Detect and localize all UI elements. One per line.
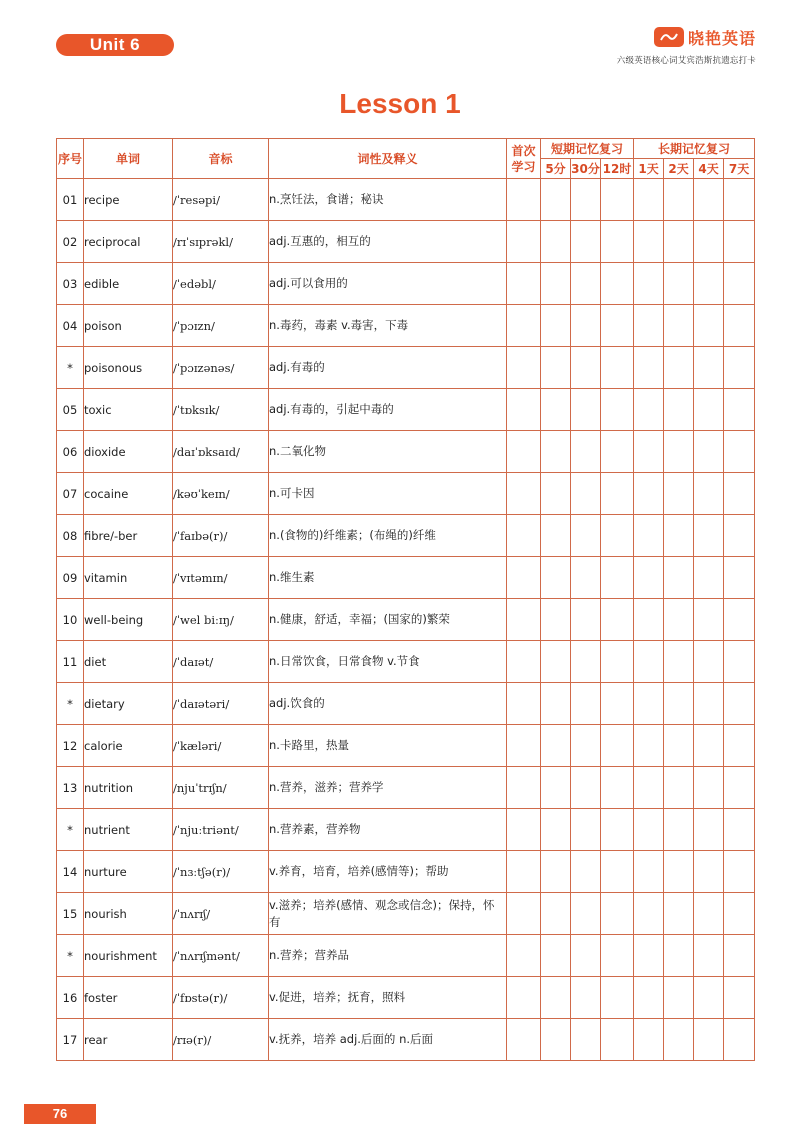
review-checkbox[interactable]	[541, 305, 571, 347]
header-long-term: 长期记忆复习	[634, 139, 755, 159]
row-number: 01	[57, 179, 84, 221]
review-checkbox[interactable]	[571, 977, 601, 1019]
header-4day: 4天	[694, 159, 724, 179]
table-row	[57, 935, 755, 977]
review-checkbox[interactable]	[724, 515, 755, 557]
review-checkbox[interactable]	[601, 977, 634, 1019]
review-checkbox[interactable]	[694, 305, 724, 347]
row-phonetic: /ˈresəpi/	[173, 179, 269, 221]
row-word: nourish	[84, 893, 173, 935]
review-checkbox[interactable]	[507, 263, 541, 305]
table-row	[57, 221, 755, 263]
review-checkbox[interactable]	[541, 263, 571, 305]
review-checkbox[interactable]	[634, 1019, 664, 1061]
review-checkbox[interactable]	[634, 767, 664, 809]
table-row	[57, 1019, 755, 1061]
review-checkbox[interactable]	[694, 515, 724, 557]
review-checkbox[interactable]	[634, 515, 664, 557]
review-checkbox[interactable]	[601, 473, 634, 515]
table-row	[57, 683, 755, 725]
row-phonetic: /kəʊˈkeɪn/	[173, 473, 269, 515]
row-definition: v.抚养，培养 adj.后面的 n.后面	[269, 1019, 507, 1061]
table-row	[57, 305, 755, 347]
row-number: 14	[57, 851, 84, 893]
review-checkbox[interactable]	[601, 179, 634, 221]
review-checkbox[interactable]	[694, 557, 724, 599]
review-checkbox[interactable]	[634, 347, 664, 389]
review-checkbox[interactable]	[634, 977, 664, 1019]
review-checkbox[interactable]	[571, 473, 601, 515]
row-phonetic: /ˈwel biːɪŋ/	[173, 599, 269, 641]
row-definition: n.烹饪法，食谱；秘诀	[269, 179, 507, 221]
review-checkbox[interactable]	[507, 1019, 541, 1061]
row-number: 02	[57, 221, 84, 263]
row-word: calorie	[84, 725, 173, 767]
row-number: *	[57, 935, 84, 977]
review-checkbox[interactable]	[507, 851, 541, 893]
review-checkbox[interactable]	[694, 725, 724, 767]
row-phonetic: /ˈvɪtəmɪn/	[173, 557, 269, 599]
table-row	[57, 389, 755, 431]
review-checkbox[interactable]	[724, 557, 755, 599]
review-checkbox[interactable]	[634, 221, 664, 263]
review-checkbox[interactable]	[601, 809, 634, 851]
review-checkbox[interactable]	[507, 221, 541, 263]
review-checkbox[interactable]	[664, 431, 694, 473]
row-word: cocaine	[84, 473, 173, 515]
table-row	[57, 599, 755, 641]
brand-name: 晓艳英语	[687, 28, 756, 48]
table-row	[57, 977, 755, 1019]
review-checkbox[interactable]	[664, 557, 694, 599]
row-number: 03	[57, 263, 84, 305]
review-checkbox[interactable]	[694, 809, 724, 851]
review-checkbox[interactable]	[541, 221, 571, 263]
review-checkbox[interactable]	[634, 557, 664, 599]
review-checkbox[interactable]	[541, 473, 571, 515]
review-checkbox[interactable]	[724, 431, 755, 473]
review-checkbox[interactable]	[724, 851, 755, 893]
review-checkbox[interactable]	[664, 179, 694, 221]
row-phonetic: /ˈfaɪbə(r)/	[173, 515, 269, 557]
header-5min: 5分	[541, 159, 571, 179]
review-checkbox[interactable]	[507, 515, 541, 557]
review-checkbox[interactable]	[507, 347, 541, 389]
header-definition: 词性及释义	[269, 139, 507, 179]
review-checkbox[interactable]	[724, 179, 755, 221]
row-word: well-being	[84, 599, 173, 641]
row-phonetic: /rɪˈsɪprəkl/	[173, 221, 269, 263]
review-checkbox[interactable]	[724, 767, 755, 809]
review-checkbox[interactable]	[601, 725, 634, 767]
review-checkbox[interactable]	[634, 599, 664, 641]
row-definition: n.营养；营养品	[269, 935, 507, 977]
review-checkbox[interactable]	[634, 809, 664, 851]
review-checkbox[interactable]	[541, 179, 571, 221]
header-12h: 12时	[601, 159, 634, 179]
review-checkbox[interactable]	[724, 347, 755, 389]
table-row	[57, 557, 755, 599]
review-checkbox[interactable]	[601, 767, 634, 809]
lesson-title: Lesson 1	[339, 88, 461, 119]
table-row	[57, 473, 755, 515]
row-definition: n.营养，滋养；营养学	[269, 767, 507, 809]
review-checkbox[interactable]	[571, 767, 601, 809]
review-checkbox[interactable]	[571, 347, 601, 389]
review-checkbox[interactable]	[571, 641, 601, 683]
review-checkbox[interactable]	[507, 599, 541, 641]
row-number: 08	[57, 515, 84, 557]
review-checkbox[interactable]	[664, 809, 694, 851]
review-checkbox[interactable]	[571, 935, 601, 977]
row-definition: n.日常饮食，日常食物 v.节食	[269, 641, 507, 683]
row-definition: n.健康，舒适，幸福；(国家的)繁荣	[269, 599, 507, 641]
review-checkbox[interactable]	[694, 977, 724, 1019]
table-row	[57, 431, 755, 473]
row-word: toxic	[84, 389, 173, 431]
review-checkbox[interactable]	[507, 641, 541, 683]
review-checkbox[interactable]	[664, 515, 694, 557]
review-checkbox[interactable]	[664, 305, 694, 347]
row-definition: n.毒药，毒素 v.毒害，下毒	[269, 305, 507, 347]
table-row	[57, 263, 755, 305]
review-checkbox[interactable]	[541, 851, 571, 893]
review-checkbox[interactable]	[507, 179, 541, 221]
review-checkbox[interactable]	[571, 389, 601, 431]
review-checkbox[interactable]	[571, 599, 601, 641]
row-number: *	[57, 683, 84, 725]
row-definition: n.可卡因	[269, 473, 507, 515]
review-checkbox[interactable]	[601, 347, 634, 389]
review-checkbox[interactable]	[724, 977, 755, 1019]
review-checkbox[interactable]	[664, 641, 694, 683]
review-checkbox[interactable]	[507, 977, 541, 1019]
table-row	[57, 851, 755, 893]
row-definition: n.营养素，营养物	[269, 809, 507, 851]
review-checkbox[interactable]	[724, 893, 755, 935]
review-checkbox[interactable]	[664, 725, 694, 767]
review-checkbox[interactable]	[541, 725, 571, 767]
row-phonetic: /njuˈtrɪʃn/	[173, 767, 269, 809]
table-row	[57, 347, 755, 389]
review-checkbox[interactable]	[634, 431, 664, 473]
row-number: 17	[57, 1019, 84, 1061]
review-checkbox[interactable]	[634, 389, 664, 431]
review-checkbox[interactable]	[601, 263, 634, 305]
row-word: reciprocal	[84, 221, 173, 263]
review-checkbox[interactable]	[694, 221, 724, 263]
review-checkbox[interactable]	[507, 893, 541, 935]
review-checkbox[interactable]	[601, 221, 634, 263]
row-word: dietary	[84, 683, 173, 725]
review-checkbox[interactable]	[664, 683, 694, 725]
row-number: 16	[57, 977, 84, 1019]
row-number: *	[57, 809, 84, 851]
review-checkbox[interactable]	[571, 809, 601, 851]
review-checkbox[interactable]	[694, 599, 724, 641]
table-row	[57, 179, 755, 221]
header-no: 序号	[57, 139, 84, 179]
review-checkbox[interactable]	[724, 305, 755, 347]
row-definition: n.卡路里，热量	[269, 725, 507, 767]
review-checkbox[interactable]	[507, 725, 541, 767]
page-number: 76	[24, 1104, 96, 1124]
review-checkbox[interactable]	[601, 599, 634, 641]
review-checkbox[interactable]	[601, 893, 634, 935]
review-checkbox[interactable]	[634, 725, 664, 767]
row-definition: v.养育，培育，培养(感情等)；帮助	[269, 851, 507, 893]
row-word: poisonous	[84, 347, 173, 389]
row-word: nurture	[84, 851, 173, 893]
review-checkbox[interactable]	[724, 809, 755, 851]
review-checkbox[interactable]	[507, 557, 541, 599]
row-definition: adj.饮食的	[269, 683, 507, 725]
review-checkbox[interactable]	[571, 515, 601, 557]
review-checkbox[interactable]	[601, 305, 634, 347]
review-checkbox[interactable]	[664, 893, 694, 935]
review-checkbox[interactable]	[601, 515, 634, 557]
review-checkbox[interactable]	[724, 725, 755, 767]
row-definition: v.滋养；培养(感情、观念或信念)；保持，怀有	[269, 893, 507, 935]
row-word: diet	[84, 641, 173, 683]
review-checkbox[interactable]	[694, 431, 724, 473]
review-checkbox[interactable]	[541, 599, 571, 641]
review-checkbox[interactable]	[601, 557, 634, 599]
row-word: edible	[84, 263, 173, 305]
vocab-table	[56, 138, 755, 1061]
row-word: fibre/-ber	[84, 515, 173, 557]
review-checkbox[interactable]	[664, 977, 694, 1019]
row-definition: adj.有毒的	[269, 347, 507, 389]
review-checkbox[interactable]	[507, 389, 541, 431]
review-checkbox[interactable]	[724, 599, 755, 641]
review-checkbox[interactable]	[571, 851, 601, 893]
row-number: 15	[57, 893, 84, 935]
review-checkbox[interactable]	[601, 641, 634, 683]
row-word: rear	[84, 1019, 173, 1061]
review-checkbox[interactable]	[694, 851, 724, 893]
review-checkbox[interactable]	[634, 851, 664, 893]
row-phonetic: /ˈpɔɪzənəs/	[173, 347, 269, 389]
review-checkbox[interactable]	[694, 767, 724, 809]
row-number: 05	[57, 389, 84, 431]
review-checkbox[interactable]	[507, 473, 541, 515]
row-phonetic: /ˈpɔɪzn/	[173, 305, 269, 347]
row-phonetic: /rɪə(r)/	[173, 1019, 269, 1061]
review-checkbox[interactable]	[571, 893, 601, 935]
review-checkbox[interactable]	[571, 725, 601, 767]
row-phonetic: /ˈfɒstə(r)/	[173, 977, 269, 1019]
row-number: 12	[57, 725, 84, 767]
row-definition: v.促进，培养；抚育，照料	[269, 977, 507, 1019]
row-number: *	[57, 347, 84, 389]
review-checkbox[interactable]	[541, 683, 571, 725]
row-phonetic: /ˈtɒksɪk/	[173, 389, 269, 431]
review-checkbox[interactable]	[541, 1019, 571, 1061]
review-checkbox[interactable]	[541, 557, 571, 599]
row-number: 10	[57, 599, 84, 641]
review-checkbox[interactable]	[507, 683, 541, 725]
review-checkbox[interactable]	[634, 473, 664, 515]
review-checkbox[interactable]	[571, 431, 601, 473]
review-checkbox[interactable]	[724, 263, 755, 305]
review-checkbox[interactable]	[634, 893, 664, 935]
review-checkbox[interactable]	[664, 935, 694, 977]
row-word: nutrition	[84, 767, 173, 809]
row-phonetic: /ˈnɜːtʃə(r)/	[173, 851, 269, 893]
header-first-study: 首次学习	[507, 139, 541, 179]
row-definition: adj.有毒的，引起中毒的	[269, 389, 507, 431]
header-short-term: 短期记忆复习	[541, 139, 634, 159]
review-checkbox[interactable]	[601, 683, 634, 725]
table-row	[57, 767, 755, 809]
header-7day: 7天	[724, 159, 755, 179]
review-checkbox[interactable]	[724, 683, 755, 725]
header-2day: 2天	[664, 159, 694, 179]
row-number: 13	[57, 767, 84, 809]
review-checkbox[interactable]	[601, 1019, 634, 1061]
row-number: 07	[57, 473, 84, 515]
review-checkbox[interactable]	[541, 893, 571, 935]
row-number: 06	[57, 431, 84, 473]
review-checkbox[interactable]	[507, 935, 541, 977]
header-phonetic: 音标	[173, 139, 269, 179]
row-definition: n.维生素	[269, 557, 507, 599]
review-checkbox[interactable]	[541, 767, 571, 809]
review-checkbox[interactable]	[664, 1019, 694, 1061]
row-word: nourishment	[84, 935, 173, 977]
review-checkbox[interactable]	[664, 767, 694, 809]
review-checkbox[interactable]	[694, 935, 724, 977]
review-checkbox[interactable]	[694, 683, 724, 725]
review-checkbox[interactable]	[694, 1019, 724, 1061]
review-checkbox[interactable]	[724, 1019, 755, 1061]
row-phonetic: /ˈkæləri/	[173, 725, 269, 767]
table-row	[57, 893, 755, 935]
review-checkbox[interactable]	[664, 473, 694, 515]
review-checkbox[interactable]	[724, 935, 755, 977]
review-checkbox[interactable]	[694, 641, 724, 683]
review-checkbox[interactable]	[724, 221, 755, 263]
review-checkbox[interactable]	[664, 389, 694, 431]
table-row	[57, 515, 755, 557]
review-checkbox[interactable]	[507, 431, 541, 473]
review-checkbox[interactable]	[541, 389, 571, 431]
brand-logo-icon	[654, 27, 684, 47]
review-checkbox[interactable]	[634, 935, 664, 977]
row-phonetic: /ˈdaɪət/	[173, 641, 269, 683]
row-phonetic: /daɪˈɒksaɪd/	[173, 431, 269, 473]
brand	[654, 26, 756, 48]
row-word: dioxide	[84, 431, 173, 473]
row-word: nutrient	[84, 809, 173, 851]
table-row	[57, 725, 755, 767]
review-checkbox[interactable]	[694, 473, 724, 515]
row-definition: adj.可以食用的	[269, 263, 507, 305]
review-checkbox[interactable]	[694, 389, 724, 431]
review-checkbox[interactable]	[694, 179, 724, 221]
row-word: vitamin	[84, 557, 173, 599]
review-checkbox[interactable]	[541, 977, 571, 1019]
review-checkbox[interactable]	[724, 389, 755, 431]
review-checkbox[interactable]	[541, 515, 571, 557]
review-checkbox[interactable]	[571, 221, 601, 263]
review-checkbox[interactable]	[664, 599, 694, 641]
row-phonetic: /ˈnʌrɪʃmənt/	[173, 935, 269, 977]
review-checkbox[interactable]	[634, 305, 664, 347]
row-number: 11	[57, 641, 84, 683]
review-checkbox[interactable]	[541, 809, 571, 851]
review-checkbox[interactable]	[724, 641, 755, 683]
row-phonetic: /ˈnʌrɪʃ/	[173, 893, 269, 935]
review-checkbox[interactable]	[664, 221, 694, 263]
table-row	[57, 641, 755, 683]
row-word: recipe	[84, 179, 173, 221]
review-checkbox[interactable]	[571, 683, 601, 725]
review-checkbox[interactable]	[571, 263, 601, 305]
review-checkbox[interactable]	[664, 347, 694, 389]
review-checkbox[interactable]	[694, 347, 724, 389]
review-checkbox[interactable]	[541, 641, 571, 683]
review-checkbox[interactable]	[571, 305, 601, 347]
review-checkbox[interactable]	[724, 473, 755, 515]
row-definition: n.(食物的)纤维素；(布绳的)纤维	[269, 515, 507, 557]
unit-badge: Unit 6	[56, 34, 174, 56]
review-checkbox[interactable]	[601, 431, 634, 473]
row-definition: adj.互惠的，相互的	[269, 221, 507, 263]
review-checkbox[interactable]	[601, 935, 634, 977]
review-checkbox[interactable]	[601, 389, 634, 431]
review-checkbox[interactable]	[601, 851, 634, 893]
brand-subtitle: 六级英语核心词艾宾浩斯抗遗忘打卡	[616, 56, 756, 66]
review-checkbox[interactable]	[541, 347, 571, 389]
table-row	[57, 809, 755, 851]
review-checkbox[interactable]	[664, 263, 694, 305]
review-checkbox[interactable]	[694, 263, 724, 305]
header-30min: 30分	[571, 159, 601, 179]
review-checkbox[interactable]	[634, 179, 664, 221]
row-number: 09	[57, 557, 84, 599]
row-word: foster	[84, 977, 173, 1019]
row-number: 04	[57, 305, 84, 347]
row-word: poison	[84, 305, 173, 347]
review-checkbox[interactable]	[571, 1019, 601, 1061]
row-phonetic: /ˈdaɪətəri/	[173, 683, 269, 725]
row-phonetic: /ˈedəbl/	[173, 263, 269, 305]
review-checkbox[interactable]	[571, 179, 601, 221]
row-definition: n.二氧化物	[269, 431, 507, 473]
header-1day: 1天	[634, 159, 664, 179]
review-checkbox[interactable]	[507, 767, 541, 809]
review-checkbox[interactable]	[507, 305, 541, 347]
review-checkbox[interactable]	[694, 893, 724, 935]
review-checkbox[interactable]	[571, 557, 601, 599]
header-word: 单词	[84, 139, 173, 179]
review-checkbox[interactable]	[634, 263, 664, 305]
row-phonetic: /ˈnjuːtriənt/	[173, 809, 269, 851]
review-checkbox[interactable]	[507, 809, 541, 851]
review-checkbox[interactable]	[664, 851, 694, 893]
review-checkbox[interactable]	[541, 935, 571, 977]
review-checkbox[interactable]	[634, 641, 664, 683]
review-checkbox[interactable]	[541, 431, 571, 473]
review-checkbox[interactable]	[634, 683, 664, 725]
